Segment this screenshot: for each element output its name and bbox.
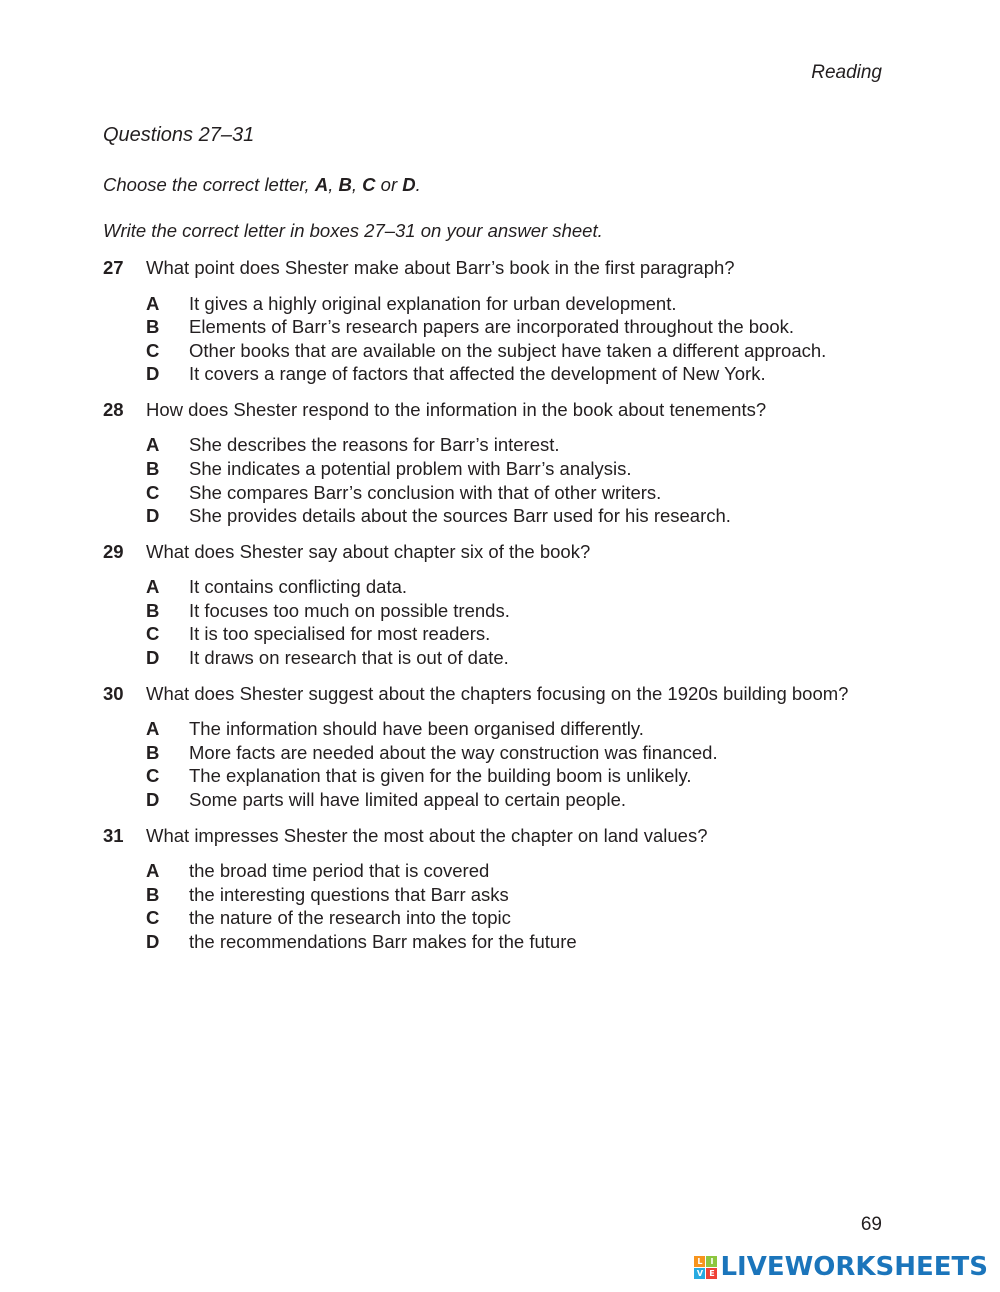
question-stem	[103, 540, 893, 564]
option-d[interactable]	[146, 646, 893, 670]
question-number: 28	[103, 398, 124, 420]
question-block	[103, 122, 893, 965]
question-30	[103, 682, 893, 812]
question-number: 30	[103, 682, 124, 704]
instruction-end: .	[415, 174, 421, 195]
instruction-text: Choose the correct letter,	[103, 174, 315, 195]
option-letter: C	[146, 481, 160, 503]
option-text: Other books that are available on the subject have taken a different approach.	[189, 339, 827, 361]
option-d[interactable]	[146, 504, 893, 528]
option-letter: B	[146, 883, 160, 905]
question-text: What does Shester say about chapter six of the book?	[146, 540, 591, 562]
option-c[interactable]	[146, 339, 893, 363]
question-27	[103, 256, 893, 386]
instruction-sep: ,	[328, 174, 339, 195]
option-c[interactable]	[146, 906, 893, 930]
option-a[interactable]	[146, 292, 893, 316]
option-b[interactable]	[146, 883, 893, 907]
question-number: 27	[103, 257, 124, 278]
option-b[interactable]	[146, 599, 893, 623]
instruction-choose-letter	[103, 174, 893, 196]
instruction-sep: ,	[351, 174, 363, 195]
option-text: It contains conflicting data.	[189, 576, 408, 598]
option-d[interactable]	[146, 930, 893, 954]
option-a[interactable]	[146, 717, 893, 741]
option-c[interactable]	[146, 764, 893, 788]
question-28	[103, 398, 893, 528]
option-a[interactable]	[146, 433, 893, 457]
question-text: What point does Shester make about Barr’s book in the first paragraph?	[146, 257, 735, 278]
option-letter: A	[146, 434, 160, 456]
option-list	[146, 575, 893, 669]
brand-name: LIVEWORKSHEETS	[720, 1252, 988, 1282]
instruction-letter-d: D	[402, 174, 416, 195]
question-stem	[103, 398, 893, 422]
option-letter: B	[146, 741, 160, 763]
option-text: Elements of Barr’s research papers are incorporated throughout the book.	[189, 316, 795, 338]
option-letter: A	[146, 576, 160, 598]
option-letter: D	[146, 505, 160, 527]
questions-heading: Questions 27–31	[103, 124, 255, 146]
option-letter: A	[146, 860, 160, 881]
option-a[interactable]	[146, 859, 893, 883]
instruction-sep: or	[375, 174, 403, 195]
option-letter: A	[146, 718, 160, 740]
option-letter: C	[146, 623, 160, 645]
option-text: More facts are needed about the way construction was financed.	[189, 741, 718, 763]
option-a[interactable]	[146, 575, 893, 599]
brand-logo-icon	[694, 1256, 717, 1279]
logo-letter: I	[706, 1256, 717, 1267]
option-letter: B	[146, 457, 160, 479]
option-letter: B	[146, 599, 160, 621]
option-text: The explanation that is given for the building boom is unlikely.	[189, 765, 692, 787]
instruction-letter-c: C	[362, 174, 376, 195]
question-29	[103, 540, 893, 670]
option-text: It focuses too much on possible trends.	[189, 599, 510, 621]
instruction-write: Write the correct letter in boxes 27–31 on your answer sheet.	[103, 220, 603, 241]
option-letter: C	[146, 907, 160, 929]
option-b[interactable]	[146, 315, 893, 339]
option-c[interactable]	[146, 481, 893, 505]
option-letter: C	[146, 339, 160, 361]
question-stem	[103, 682, 893, 706]
option-text: the interesting questions that Barr asks	[189, 883, 509, 905]
section-title: Reading	[811, 62, 882, 83]
option-letter: D	[146, 930, 160, 952]
option-letter: C	[146, 765, 160, 787]
option-list	[146, 717, 893, 811]
option-text: Some parts will have limited appeal to certain people.	[189, 788, 627, 810]
option-list	[146, 292, 893, 386]
option-text: She describes the reasons for Barr’s interest.	[189, 434, 560, 456]
option-letter: D	[146, 363, 160, 385]
liveworksheets-logo	[694, 1252, 988, 1282]
option-list	[146, 433, 893, 527]
question-text: What impresses Shester the most about the chapter on land values?	[146, 824, 708, 846]
option-text: It is too specialised for most readers.	[189, 623, 491, 645]
option-text: the broad time period that is covered	[189, 860, 490, 881]
option-text: the recommendations Barr makes for the future	[189, 930, 577, 952]
question-number: 29	[103, 540, 124, 562]
option-text: It gives a highly original explanation for urban development.	[189, 292, 677, 314]
option-list	[146, 859, 893, 953]
option-d[interactable]	[146, 362, 893, 386]
option-text: It draws on research that is out of date.	[189, 647, 509, 669]
option-b[interactable]	[146, 741, 893, 765]
question-31	[103, 824, 893, 954]
instruction-letter-b: B	[338, 174, 352, 195]
instruction-letter-a: A	[314, 174, 329, 195]
option-c[interactable]	[146, 622, 893, 646]
logo-letter: L	[694, 1256, 705, 1267]
option-letter: B	[146, 316, 160, 338]
question-stem	[103, 824, 893, 848]
option-text: The information should have been organised differently.	[189, 718, 644, 740]
option-text: She provides details about the sources Barr used for his research.	[189, 505, 731, 527]
logo-letter: E	[706, 1268, 717, 1279]
option-text: It covers a range of factors that affected the development of New York.	[189, 363, 766, 385]
option-text: the nature of the research into the topic	[189, 907, 511, 929]
question-number: 31	[103, 824, 124, 846]
logo-letter: V	[694, 1268, 705, 1279]
option-letter: D	[146, 788, 160, 810]
page-number: 69	[860, 1214, 882, 1235]
option-letter: D	[146, 647, 160, 669]
option-b[interactable]	[146, 457, 893, 481]
option-d[interactable]	[146, 788, 893, 812]
question-text: What does Shester suggest about the chapters focusing on the 1920s building boom?	[146, 682, 849, 704]
question-list	[103, 256, 893, 953]
option-text: She compares Barr’s conclusion with that of other writers.	[189, 481, 662, 503]
question-stem	[103, 256, 893, 280]
question-text: How does Shester respond to the information in the book about tenements?	[146, 398, 767, 420]
option-text: She indicates a potential problem with Barr’s analysis.	[189, 457, 632, 479]
option-letter: A	[146, 292, 160, 314]
